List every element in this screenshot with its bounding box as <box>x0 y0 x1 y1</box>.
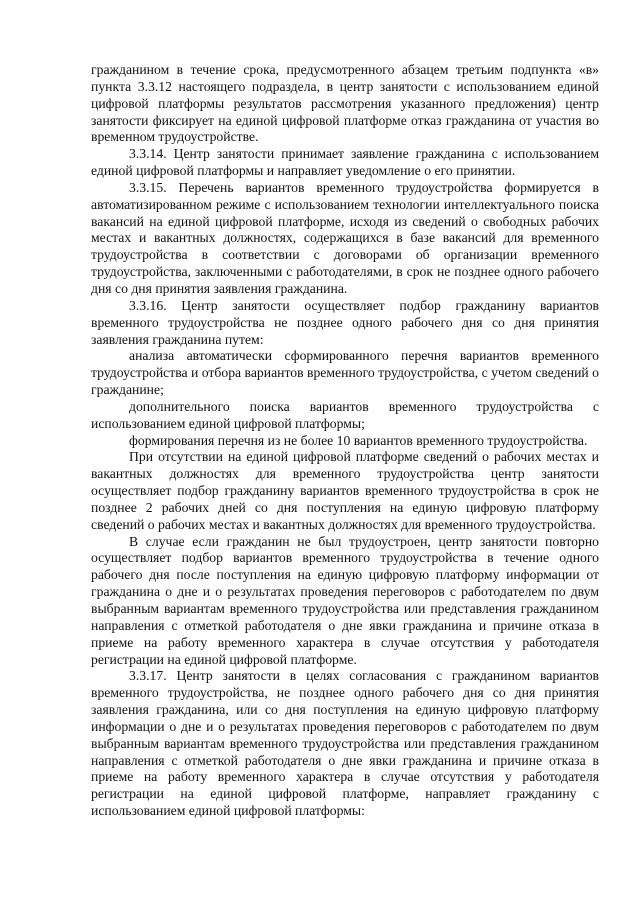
paragraph-repeat-selection: В случае если гражданин не был трудоустроен, центр занятости повторно осуществляет подбор вариантов временного трудоустройства в течение одного рабочего дня после поступления на единую цифровую платформу информации от гражданина о дне и о результатах проведения переговоров с работодателем по двум выбранным вариантам временного трудоустройства или представления гражданином направления с отметкой работодателя о дне явки гражданина и причине отказа в приеме на работу временного характера в случае отсутствия у работодателя регистрации на единой цифровой платформе. <box>91 533 599 667</box>
document-page <box>91 62 599 820</box>
paragraph-3-3-14: 3.3.14. Центр занятости принимает заявление гражданина с использованием единой цифровой платформы и направляет уведомление о его принятии. <box>91 146 599 179</box>
paragraph-3-3-16: 3.3.16. Центр занятости осуществляет подбор гражданину вариантов временного трудоустройства не позднее одного рабочего дня со дня принятия заявления гражданина путем: <box>91 297 599 347</box>
paragraph-no-vacancies: При отсутствии на единой цифровой платформе сведений о рабочих местах и вакантных должностях для временного трудоустройства центр занятости осуществляет подбор гражданину вариантов временного трудоустройства в срок не позднее 2 рабочих дней со дня поступления на единую цифровую платформу сведений о рабочих местах и вакантных должностях для временного трудоустройства. <box>91 449 599 532</box>
list-item-analysis: анализа автоматически сформированного перечня вариантов временного трудоустройства и отбора вариантов временного трудоустройства, с учетом сведений о гражданине; <box>91 348 599 398</box>
paragraph-continuation: гражданином в течение срока, предусмотренного абзацем третьим подпункта «в» пункта 3.3.12 настоящего подраздела, в центр занятости с использованием единой цифровой платформы результатов рассмотрения указанного предложения) центр занятости фиксирует на единой цифровой платформе отказ гражданина от участия во временном трудоустройстве. <box>91 62 599 145</box>
list-item-forming-list: формирования перечня из не более 10 вариантов временного трудоустройства. <box>129 432 588 448</box>
paragraph-3-3-15: 3.3.15. Перечень вариантов временного трудоустройства формируется в автоматизированном режиме с использованием технологии интеллектуального поиска вакансий на единой цифровой платформе, исходя из сведений о свободных рабочих местах и вакантных должностях, содержащихся в базе вакансий для временного трудоустройства в соответствии с договорами об организации временного трудоустройства, заключенными с работодателями, в срок не позднее одного рабочего дня со дня принятия заявления гражданина. <box>91 179 599 296</box>
list-item-additional-search: дополнительного поиска вариантов временного трудоустройства с использованием единой цифровой платформы; <box>91 398 599 431</box>
paragraph-3-3-17: 3.3.17. Центр занятости в целях согласования с гражданином вариантов временного трудоустройства, не позднее одного рабочего дня со дня принятия заявления гражданина, или со дня поступления на единую цифровую платформу информации о дне и о результатах проведения переговоров с работодателем по двум выбранным вариантам временного трудоустройства или представления гражданином направления с отметкой работодателя о дне явки гражданина и причине отказа в приеме на работу временного характера в случае отсутствия у работодателя регистрации на единой цифровой платформе, направляет гражданину с использованием единой цифровой платформы: <box>91 668 599 819</box>
